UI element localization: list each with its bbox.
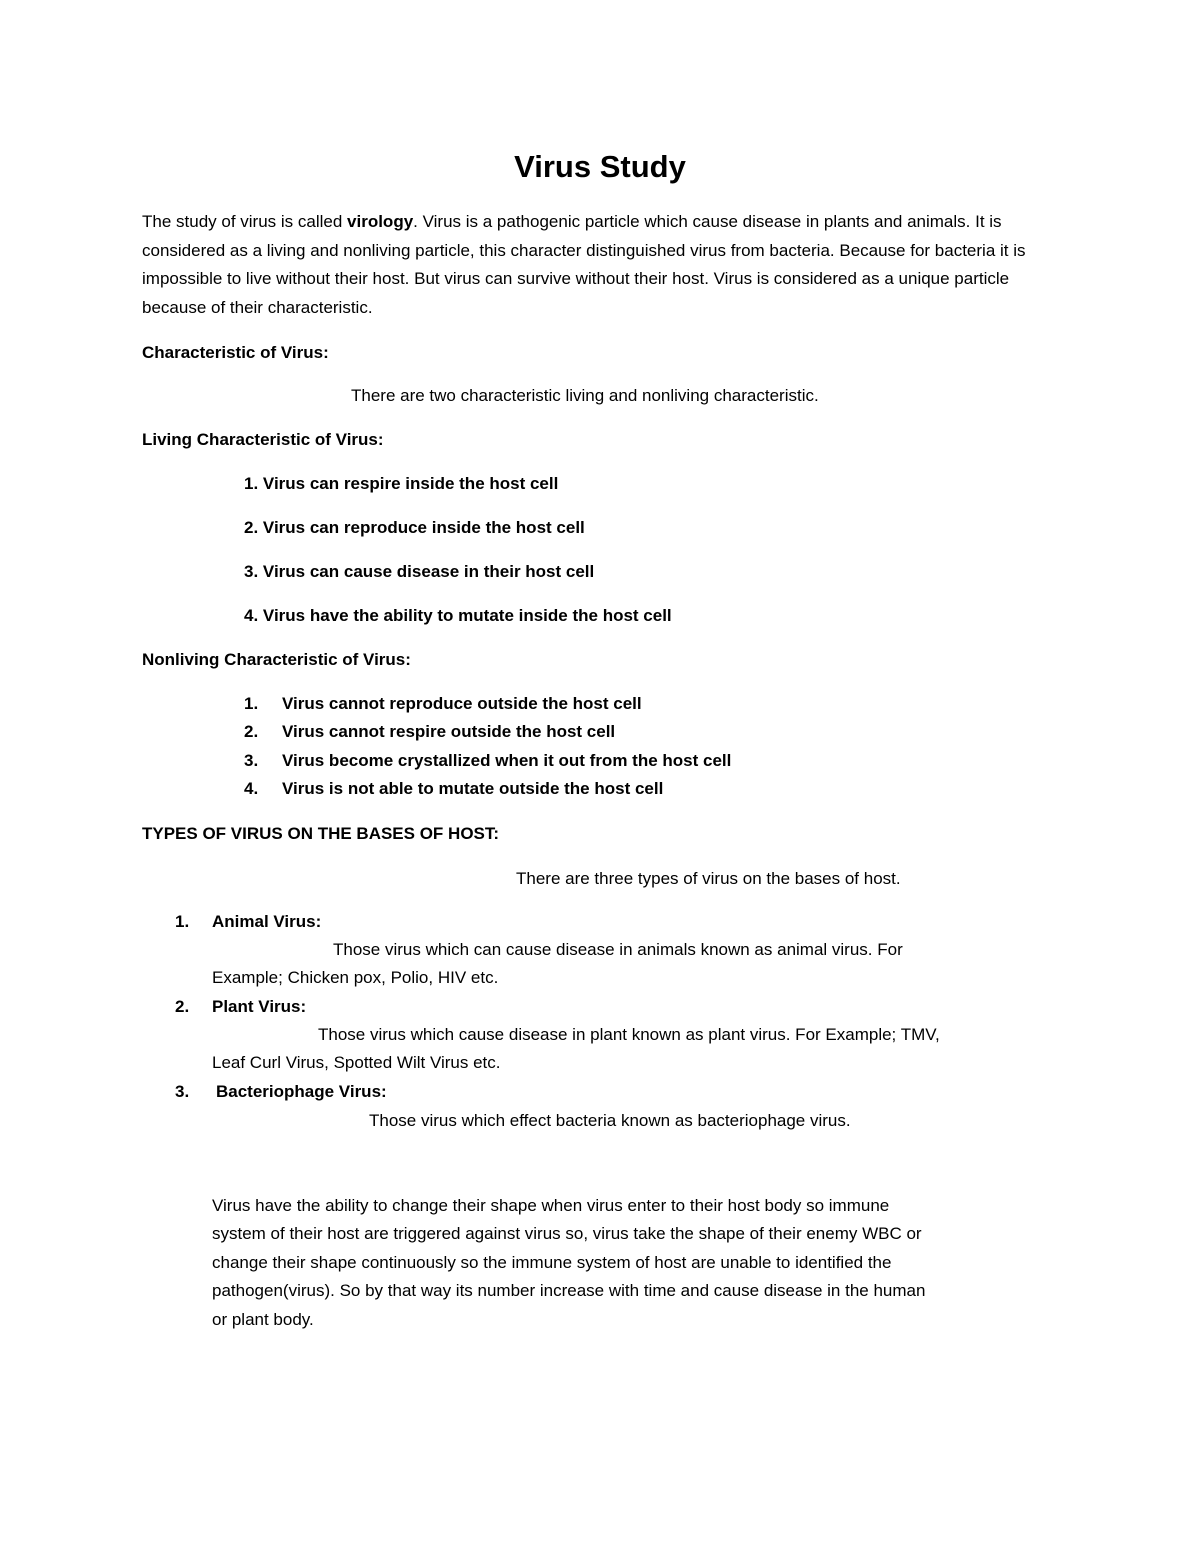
list-number: 4. [244, 606, 259, 625]
list-text: Virus can reproduce inside the host cell [262, 518, 585, 537]
list-text: Virus cannot respire outside the host cell [282, 722, 616, 741]
nonliving-item [244, 718, 615, 747]
closing-line: or plant body. [212, 1310, 314, 1329]
characteristic-heading: Characteristic of Virus: [142, 343, 329, 362]
list-number: 1. [244, 694, 259, 713]
list-text: Virus is not able to mutate outside the host cell [282, 779, 664, 798]
closing-line: Virus have the ability to change their shape when virus enter to their host body so immune [212, 1196, 890, 1215]
list-number: 3. [244, 751, 259, 770]
type-description: Example; Chicken pox, Polio, HIV etc. [212, 968, 499, 987]
living-heading: Living Characteristic of Virus: [142, 430, 384, 449]
list-number: 1. [175, 912, 190, 931]
closing-line: change their shape continuously so the immune system of host are unable to identified the [212, 1253, 892, 1272]
list-number: 2. [244, 722, 259, 741]
type-item-title [175, 908, 321, 937]
page-title: Virus Study [514, 149, 686, 184]
type-description: Leaf Curl Virus, Spotted Wilt Virus etc. [212, 1053, 501, 1072]
intro-text-end: . Virus is a pathogenic particle which cause disease in plants and animals. It is considered as a living and nonliving particle, this character distinguished virus from bacteria. Because for bacteria it is impossible to live without their host. But virus can survive without their host. Virus is considered as a unique particle because of their characteristic. [142, 212, 1026, 317]
list-number: 3. [244, 562, 259, 581]
intro-bold-term: virology [347, 212, 414, 231]
nonliving-item [244, 690, 642, 719]
characteristic-text: There are two characteristic living and nonliving characteristic. [351, 386, 819, 405]
type-description: Those virus which cause disease in plant known as plant virus. For Example; TMV, [318, 1025, 940, 1044]
list-number: 4. [244, 779, 259, 798]
types-heading: TYPES OF VIRUS ON THE BASES OF HOST: [142, 824, 500, 843]
intro-text-start: The study of virus is called [142, 212, 348, 231]
closing-line: pathogen(virus). So by that way its number increase with time and cause disease in the human [212, 1281, 926, 1300]
living-item [244, 602, 672, 631]
living-item [244, 514, 585, 543]
type-item-title [175, 993, 306, 1022]
type-name: Plant Virus: [212, 997, 307, 1016]
type-item-title [175, 1078, 387, 1107]
type-name: Bacteriophage Virus: [216, 1082, 387, 1101]
list-number: 2. [244, 518, 259, 537]
living-item [244, 470, 558, 499]
intro-paragraph [142, 208, 1062, 322]
closing-line: system of their host are triggered against virus so, virus take the shape of their enemy WBC or [212, 1224, 922, 1243]
type-description: Those virus which effect bacteria known as bacteriophage virus. [369, 1111, 851, 1130]
list-text: Virus have the ability to mutate inside the host cell [262, 606, 672, 625]
list-number: 3. [175, 1082, 190, 1101]
types-text: There are three types of virus on the bases of host. [516, 869, 901, 888]
list-text: Virus can cause disease in their host cell [262, 562, 595, 581]
nonliving-heading: Nonliving Characteristic of Virus: [142, 650, 411, 669]
list-text: Virus become crystallized when it out from the host cell [282, 751, 732, 770]
type-name: Animal Virus: [212, 912, 322, 931]
list-text: Virus can respire inside the host cell [262, 474, 559, 493]
nonliving-item [244, 775, 663, 804]
type-description: Those virus which can cause disease in animals known as animal virus. For [333, 940, 903, 959]
living-item [244, 558, 594, 587]
nonliving-item [244, 747, 731, 776]
list-number: 1. [244, 474, 259, 493]
list-text: Virus cannot reproduce outside the host cell [282, 694, 642, 713]
list-number: 2. [175, 997, 190, 1016]
